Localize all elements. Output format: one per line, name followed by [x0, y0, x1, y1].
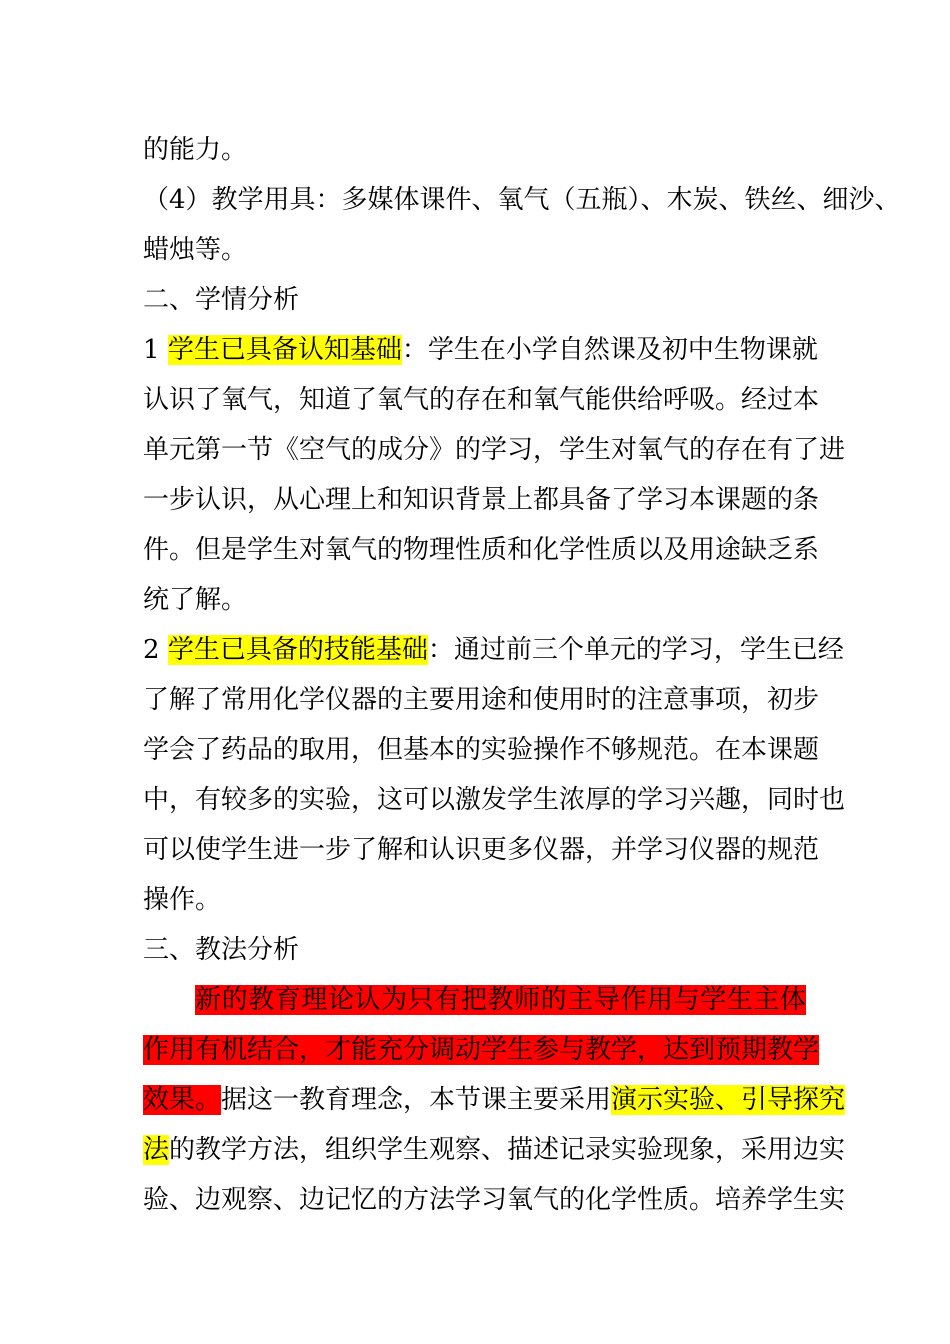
text-segment: 操作。 [143, 885, 222, 915]
text-segment: 件。但是学生对氧气的物理性质和化学性质以及用途缺乏系 [143, 535, 820, 565]
text-segment: 的教学方法，组织学生观察、描述记录实验现象，采用边实 [169, 1135, 846, 1165]
highlighted-text: 学生已具备认知基础 [167, 335, 402, 365]
text-line [143, 1133, 846, 1167]
highlighted-text: 新的教育理论认为只有把教师的主导作用与学生主体 [195, 985, 806, 1015]
text-line [143, 833, 820, 867]
text-line [143, 633, 844, 667]
text-line [143, 433, 846, 467]
highlighted-text: 作用有机结合，才能充分调动学生参与教学，达到预期教学 [143, 1035, 820, 1065]
highlighted-text: 法 [143, 1135, 170, 1165]
text-segment: 二、学情分析 [143, 285, 300, 315]
highlighted-text: 效果。 [143, 1085, 222, 1115]
text-segment: 一步认识，从心理上和知识背景上都具备了学习本课题的条 [143, 485, 820, 515]
text-segment: 学会了药品的取用，但基本的实验操作不够规范。在本课题 [143, 735, 820, 765]
text-line [143, 283, 299, 317]
text-segment: 据这一教育理念，本节课主要采用 [221, 1085, 612, 1115]
text-segment: 单元第一节《空气的成分》的学习，学生对氧气的存在有了进 [143, 435, 846, 465]
text-segment: 统了解。 [143, 585, 248, 615]
text-segment: 三、教法分析 [143, 935, 300, 965]
highlighted-text: 学生已具备的技能基础 [167, 635, 428, 665]
text-segment: （4）教学用具：多媒体课件、氧气（五瓶）、木炭、铁丝、细沙、 [143, 185, 901, 215]
text-segment: 的能力。 [143, 135, 248, 165]
text-line [143, 933, 299, 967]
highlighted-text: 演示实验、引导探究 [611, 1085, 846, 1115]
text-segment: 蜡烛等。 [143, 235, 248, 265]
text-segment: 了解了常用化学仪器的主要用途和使用时的注意事项，初步 [143, 685, 820, 715]
text-segment: 1 [143, 335, 168, 365]
text-line [143, 683, 820, 717]
text-line [143, 1033, 820, 1067]
text-segment: ：学生在小学自然课及初中生物课就 [401, 335, 818, 365]
text-segment: ：通过前三个单元的学习，学生已经 [427, 635, 844, 665]
text-line [143, 183, 901, 217]
text-line [143, 733, 820, 767]
text-line [143, 783, 846, 817]
text-line [143, 533, 820, 567]
text-segment: 可以使学生进一步了解和认识更多仪器，并学习仪器的规范 [143, 835, 820, 865]
text-line [143, 133, 247, 167]
text-line [143, 583, 247, 617]
text-line [143, 483, 820, 517]
text-line [143, 333, 818, 367]
text-segment: 验、边观察、边记忆的方法学习氧气的化学性质。培养学生实 [143, 1185, 846, 1215]
text-line [143, 1083, 846, 1117]
text-line [143, 1183, 846, 1217]
text-segment: 认识了氧气，知道了氧气的存在和氧气能供给呼吸。经过本 [143, 385, 820, 415]
text-line [143, 383, 820, 417]
text-line [143, 233, 247, 267]
text-line [143, 883, 221, 917]
text-segment: 2 [143, 635, 168, 665]
text-segment: 中，有较多的实验，这可以激发学生浓厚的学习兴趣，同时也 [143, 785, 846, 815]
text-line [195, 983, 806, 1017]
